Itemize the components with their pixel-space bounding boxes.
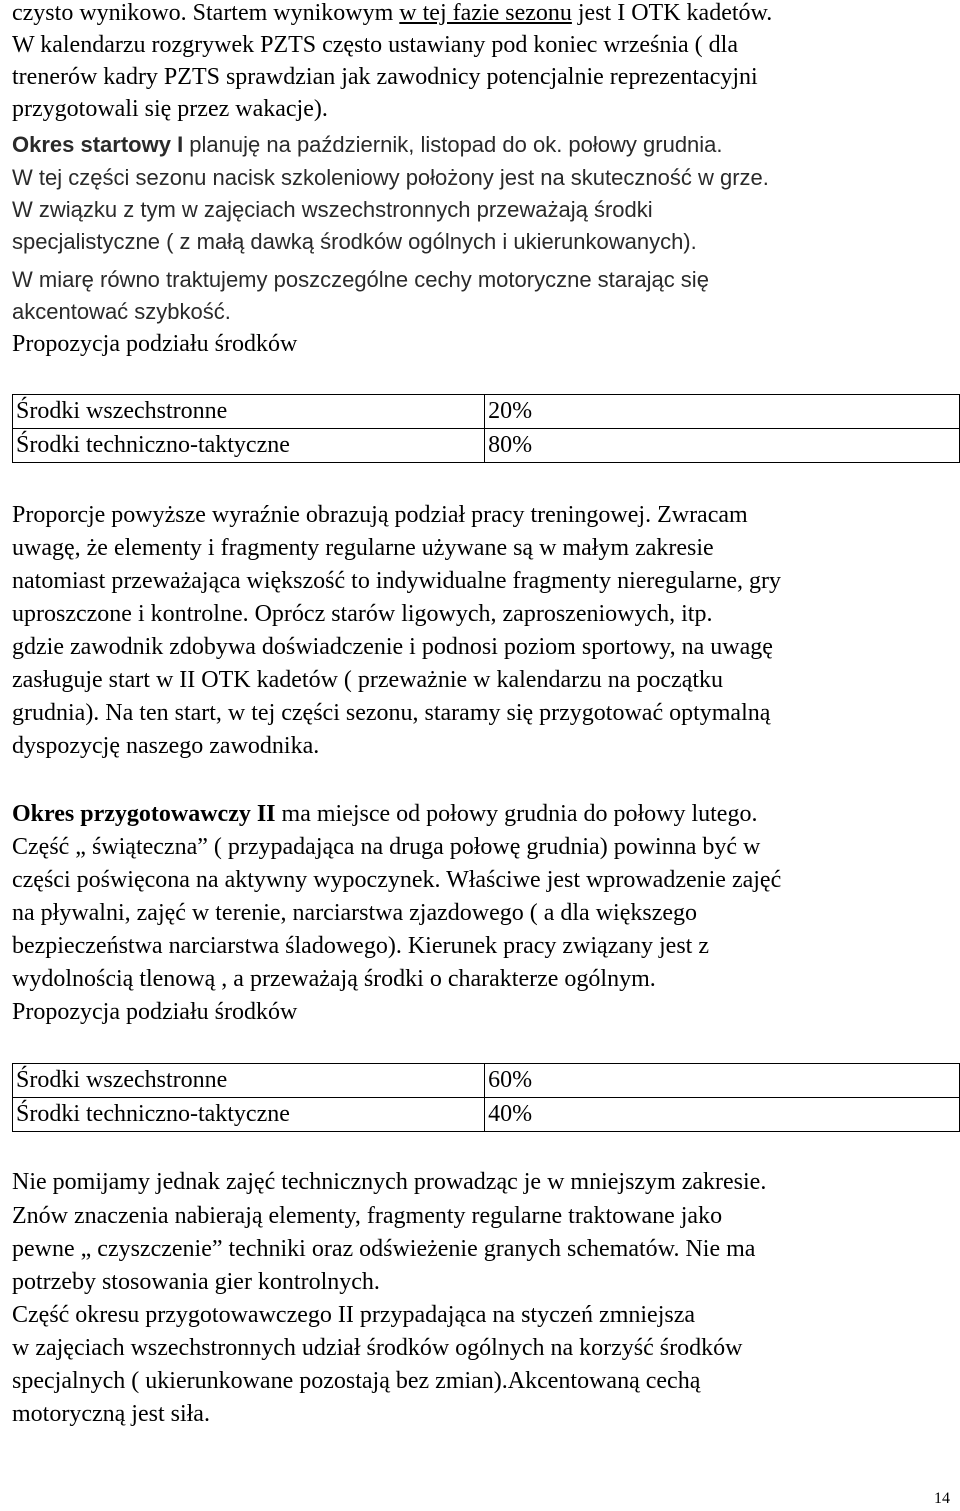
text-line: trenerów kadry PZTS sprawdzian jak zawodnicy potencjalnie reprezentacyjni bbox=[12, 64, 758, 90]
bold-term: Okres przygotowawczy II bbox=[12, 801, 276, 827]
table-cell-value: 60% bbox=[485, 1064, 960, 1098]
section-heading: Propozycja podziału środków bbox=[12, 331, 298, 357]
text-line: części poświęcona na aktywny wypoczynek. Właściwe jest wprowadzenie zajęć bbox=[12, 867, 782, 893]
text-line: bezpieczeństwa narciarstwa śladowego). Kierunek pracy związany jest z bbox=[12, 933, 709, 959]
text-line: zasługuje start w II OTK kadetów ( przeważnie w kalendarzu na początku bbox=[12, 667, 724, 693]
table-cell-value: 40% bbox=[485, 1098, 960, 1132]
text-line: W miarę równo traktujemy poszczególne cechy motoryczne starając się bbox=[12, 267, 709, 292]
text-line: motoryczną jest siła. bbox=[12, 1401, 210, 1427]
table-cell-label: Środki techniczno-taktyczne bbox=[13, 1098, 485, 1132]
text-line bbox=[12, 0, 772, 29]
table-row bbox=[13, 429, 960, 463]
text-line: uproszczone i kontrolne. Oprócz starów ligowych, zaproszeniowych, itp. bbox=[12, 601, 713, 627]
text-line: Część okresu przygotowawczego II przypadająca na styczeń zmniejsza bbox=[12, 1302, 696, 1328]
text-line bbox=[12, 129, 723, 161]
text-line: przygotowali się przez wakacje). bbox=[12, 96, 328, 122]
table-cell-value: 80% bbox=[485, 429, 960, 463]
table-row bbox=[13, 1098, 960, 1132]
table-cell-label: Środki wszechstronne bbox=[13, 395, 485, 429]
text-line: W związku z tym w zajęciach wszechstronnych przeważają środki bbox=[12, 197, 653, 222]
table-row bbox=[13, 1064, 960, 1098]
table-row bbox=[13, 395, 960, 429]
section-heading: Propozycja podziału środków bbox=[12, 999, 298, 1025]
text-span: planuję na październik, listopad do ok. połowy grudnia. bbox=[183, 132, 723, 157]
text-line: grudnia). Na ten start, w tej części sezonu, staramy się przygotować optymalną bbox=[12, 700, 771, 726]
table-cell-value: 20% bbox=[485, 395, 960, 429]
bold-term: Okres startowy I bbox=[12, 132, 184, 157]
text-line: Proporcje powyższe wyraźnie obrazują podział pracy treningowej. Zwracam bbox=[12, 502, 748, 528]
text-line: specjalistyczne ( z małą dawką środków ogólnych i ukierunkowanych). bbox=[12, 229, 697, 254]
text-line: natomiast przeważająca większość to indywidualne fragmenty nieregularne, gry bbox=[12, 568, 782, 594]
text-line: uwagę, że elementy i fragmenty regularne używane są w małym zakresie bbox=[12, 535, 714, 561]
allocation-table bbox=[12, 1063, 960, 1132]
text-span: ma miejsce od połowy grudnia do połowy lutego. bbox=[275, 801, 758, 827]
text-line: na pływalni, zajęć w terenie, narciarstwa zjazdowego ( a dla większego bbox=[12, 900, 698, 926]
text-line: Nie pomijamy jednak zajęć technicznych prowadząc je w mniejszym zakresie. bbox=[12, 1169, 767, 1195]
text-line: Znów znaczenia nabierają elementy, fragmenty regularne traktowane jako bbox=[12, 1203, 723, 1229]
text-line: wydolnością tlenową , a przeważają środki o charakterze ogólnym. bbox=[12, 966, 656, 992]
text-span: jest I OTK kadetów. bbox=[571, 0, 773, 26]
text-line: W tej części sezonu nacisk szkoleniowy położony jest na skuteczność w grze. bbox=[12, 165, 769, 190]
text-line: gdzie zawodnik zdobywa doświadczenie i podnosi poziom sportowy, na uwagę bbox=[12, 634, 773, 660]
text-line: dyspozycję naszego zawodnika. bbox=[12, 733, 320, 759]
table-cell-label: Środki techniczno-taktyczne bbox=[13, 429, 485, 463]
allocation-table bbox=[12, 394, 960, 463]
text-line: potrzeby stosowania gier kontrolnych. bbox=[12, 1269, 380, 1295]
text-line: akcentować szybkość. bbox=[12, 299, 231, 324]
text-line: pewne „ czyszczenie” techniki oraz odświeżenie granych schematów. Nie ma bbox=[12, 1236, 756, 1262]
page-number: 14 bbox=[934, 1490, 950, 1507]
underlined-text: w tej fazie sezonu bbox=[399, 0, 572, 26]
table-cell-label: Środki wszechstronne bbox=[13, 1064, 485, 1098]
text-line: W kalendarzu rozgrywek PZTS często ustawiany pod koniec września ( dla bbox=[12, 32, 738, 58]
text-span: czysto wynikowo. Startem wynikowym bbox=[12, 0, 400, 26]
text-line: specjalnych ( ukierunkowane pozostają bez zmian).Akcentowaną cechą bbox=[12, 1368, 701, 1394]
text-line bbox=[12, 798, 757, 830]
text-line: w zajęciach wszechstronnych udział środków ogólnych na korzyść środków bbox=[12, 1335, 743, 1361]
text-line: Część „ świąteczna” ( przypadająca na druga połowę grudnia) powinna być w bbox=[12, 834, 761, 860]
